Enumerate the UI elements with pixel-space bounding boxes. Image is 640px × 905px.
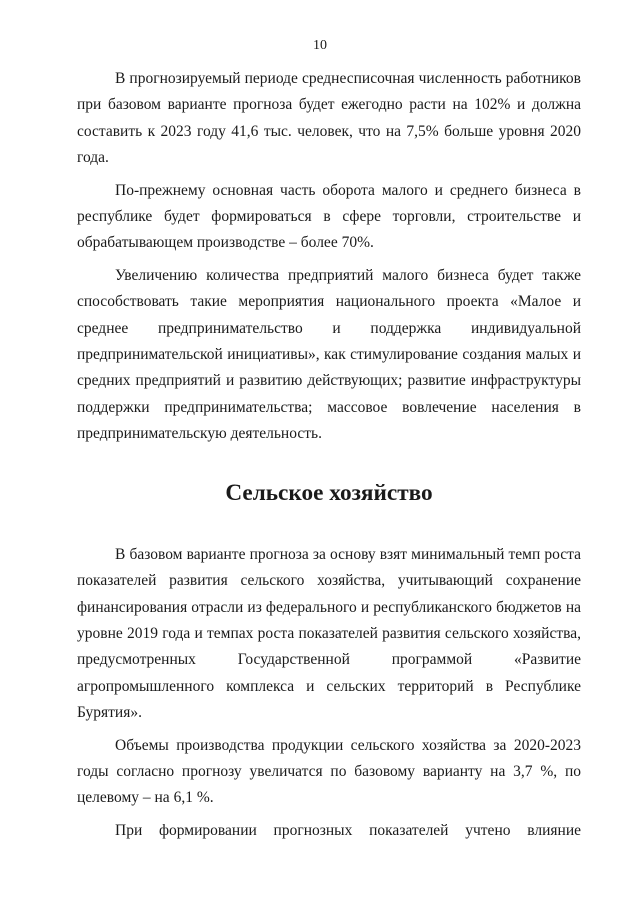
paragraph-forecast-factors: При формировании прогнозных показателей учтено влияние (115, 821, 581, 839)
section-heading: Сельское хозяйство (225, 479, 433, 506)
paragraph-business-turnover: По-прежнему основная часть оборота малого и среднего бизнеса в республике будет формироваться в сфере торговли, строительстве и обрабатывающем производстве – более 70%. (77, 181, 581, 252)
document-body (77, 66, 581, 844)
paragraph-agriculture-baseline: В базовом варианте прогноза за основу взят минимальный темп роста показателей развития сельского хозяйства, учитывающий сохранение финансирования отрасли из федерального и республиканского бюджетов на уровне 2019 года и темпах роста показателей развития сельского хозяйства, предусмотренных Государственной программой «Развитие агропромышленного комплекса и сельских территорий в Республике Бурятия». (77, 545, 581, 722)
paragraph-national-project: Увеличению количества предприятий малого бизнеса будет также способствовать такие мероприятия национального проекта «Малое и среднее предпринимательство и поддержка индивидуальной предпринимательской инициативы», как стимулирование создания малых и средних предприятий и развитию действующих; развитие инфраструктуры поддержки предпринимательства; массовое вовлечение населения в предпринимательскую деятельность. (77, 266, 581, 443)
page-number: 10 (313, 38, 327, 53)
paragraph-employment: В прогнозируемый периоде среднесписочная численность работников при базовом варианте прогноза будет ежегодно расти на 102% и должна составить к 2023 году 41,6 тыс. человек, что на 7,5% больше уровня 2020 года. (77, 70, 581, 167)
paragraph-production-volume: Объемы производства продукции сельского хозяйства за 2020-2023 годы согласно прогнозу увеличатся по базовому варианту на 3,7 %, по целевому – на 6,1 %. (77, 736, 581, 807)
